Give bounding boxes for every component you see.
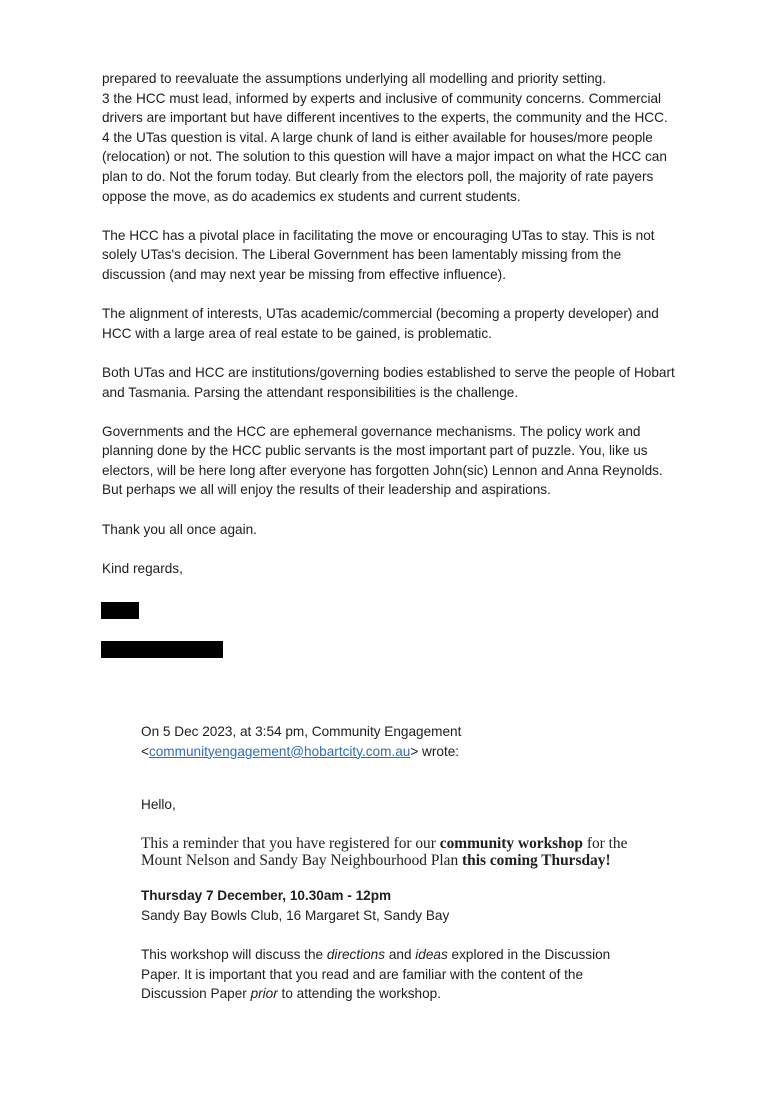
event-location: Sandy Bay Bowls Club, 16 Margaret St, Sandy Bay xyxy=(141,907,450,923)
letter-paragraph: Governments and the HCC are ephemeral governance mechanisms. The policy work and planning done by the HCC public servants is the most important part of puzzle. You, like us electors, will be here long after everyone has forgotten John(sic) Lennon and Anna Reynolds. But perhaps we all will enjoy the results of their leadership and aspirations. xyxy=(102,423,663,498)
reminder-text xyxy=(141,835,631,870)
event-datetime: Thursday 7 December, 10.30am - 12pm xyxy=(141,887,392,903)
reminder-bold: community workshop xyxy=(439,834,583,852)
letter-line: 3 the HCC must lead, informed by experts and inclusive of community concerns. Commercial drivers are important but have different incentives to the experts, the community and the HCC. xyxy=(102,90,668,126)
reminder-part: This a reminder that you have registered for our xyxy=(141,834,440,852)
workshop-description xyxy=(141,945,631,1004)
letter-paragraph: Both UTas and HCC are institutions/governing bodies established to serve the people of Hobart and Tasmania. Parsing the attendant responsibilities is the challenge. xyxy=(102,364,675,400)
quote-header xyxy=(141,722,631,761)
thanks-line: Thank you all once again. xyxy=(102,521,257,537)
letter-line: 4 the UTas question is vital. A large chunk of land is either available for houses/more people (relocation) or not. The solution to this question will have a major impact on what the HCC can plan to do. Not the forum today. But clearly from the electors poll, the majority of rate payers oppose the move, as do academics ex students and current students. xyxy=(102,129,667,204)
letter-line: prepared to reevaluate the assumptions underlying all modelling and priority setting. xyxy=(102,71,607,86)
desc-part: to attending the workshop. xyxy=(277,986,441,1002)
quote-header-prefix: On 5 Dec 2023, at 3:54 pm, Community Engagement xyxy=(141,724,462,739)
desc-emphasis: prior xyxy=(250,986,278,1002)
desc-part: explored in the Discussion Paper. It is important that you read and are familiar with the content of the Discussion Paper xyxy=(141,947,611,1002)
desc-part: and xyxy=(385,947,416,963)
letter-paragraph: The alignment of interests, UTas academic/commercial (becoming a property developer) and HCC with a large area of real estate to be gained, is problematic. xyxy=(102,306,659,341)
desc-part: This workshop will discuss the xyxy=(141,947,327,963)
reminder-bold: this coming Thursday! xyxy=(462,852,611,870)
redacted-name xyxy=(101,602,139,619)
greeting: Hello, xyxy=(141,797,176,813)
desc-emphasis: ideas xyxy=(415,947,448,963)
redacted-contact xyxy=(101,641,223,658)
sign-off: Kind regards, xyxy=(102,560,183,576)
sender-email-link[interactable]: communityengagement@hobartcity.com.au xyxy=(148,743,411,759)
reminder-part: for the Mount Nelson and Sandy Bay Neighbourhood Plan xyxy=(141,834,628,870)
letter-body xyxy=(102,69,682,598)
desc-emphasis: directions xyxy=(326,947,386,963)
letter-paragraph: The HCC has a pivotal place in facilitating the move or encouraging UTas to stay. This is not solely UTas's decision. The Liberal Government has been lamentably missing from the discussion (and may next year be missing from effective influence). xyxy=(102,227,655,282)
email-bracket-open: < xyxy=(141,743,149,759)
email-bracket-close: > wrote: xyxy=(410,743,460,759)
quoted-email xyxy=(141,722,631,1004)
